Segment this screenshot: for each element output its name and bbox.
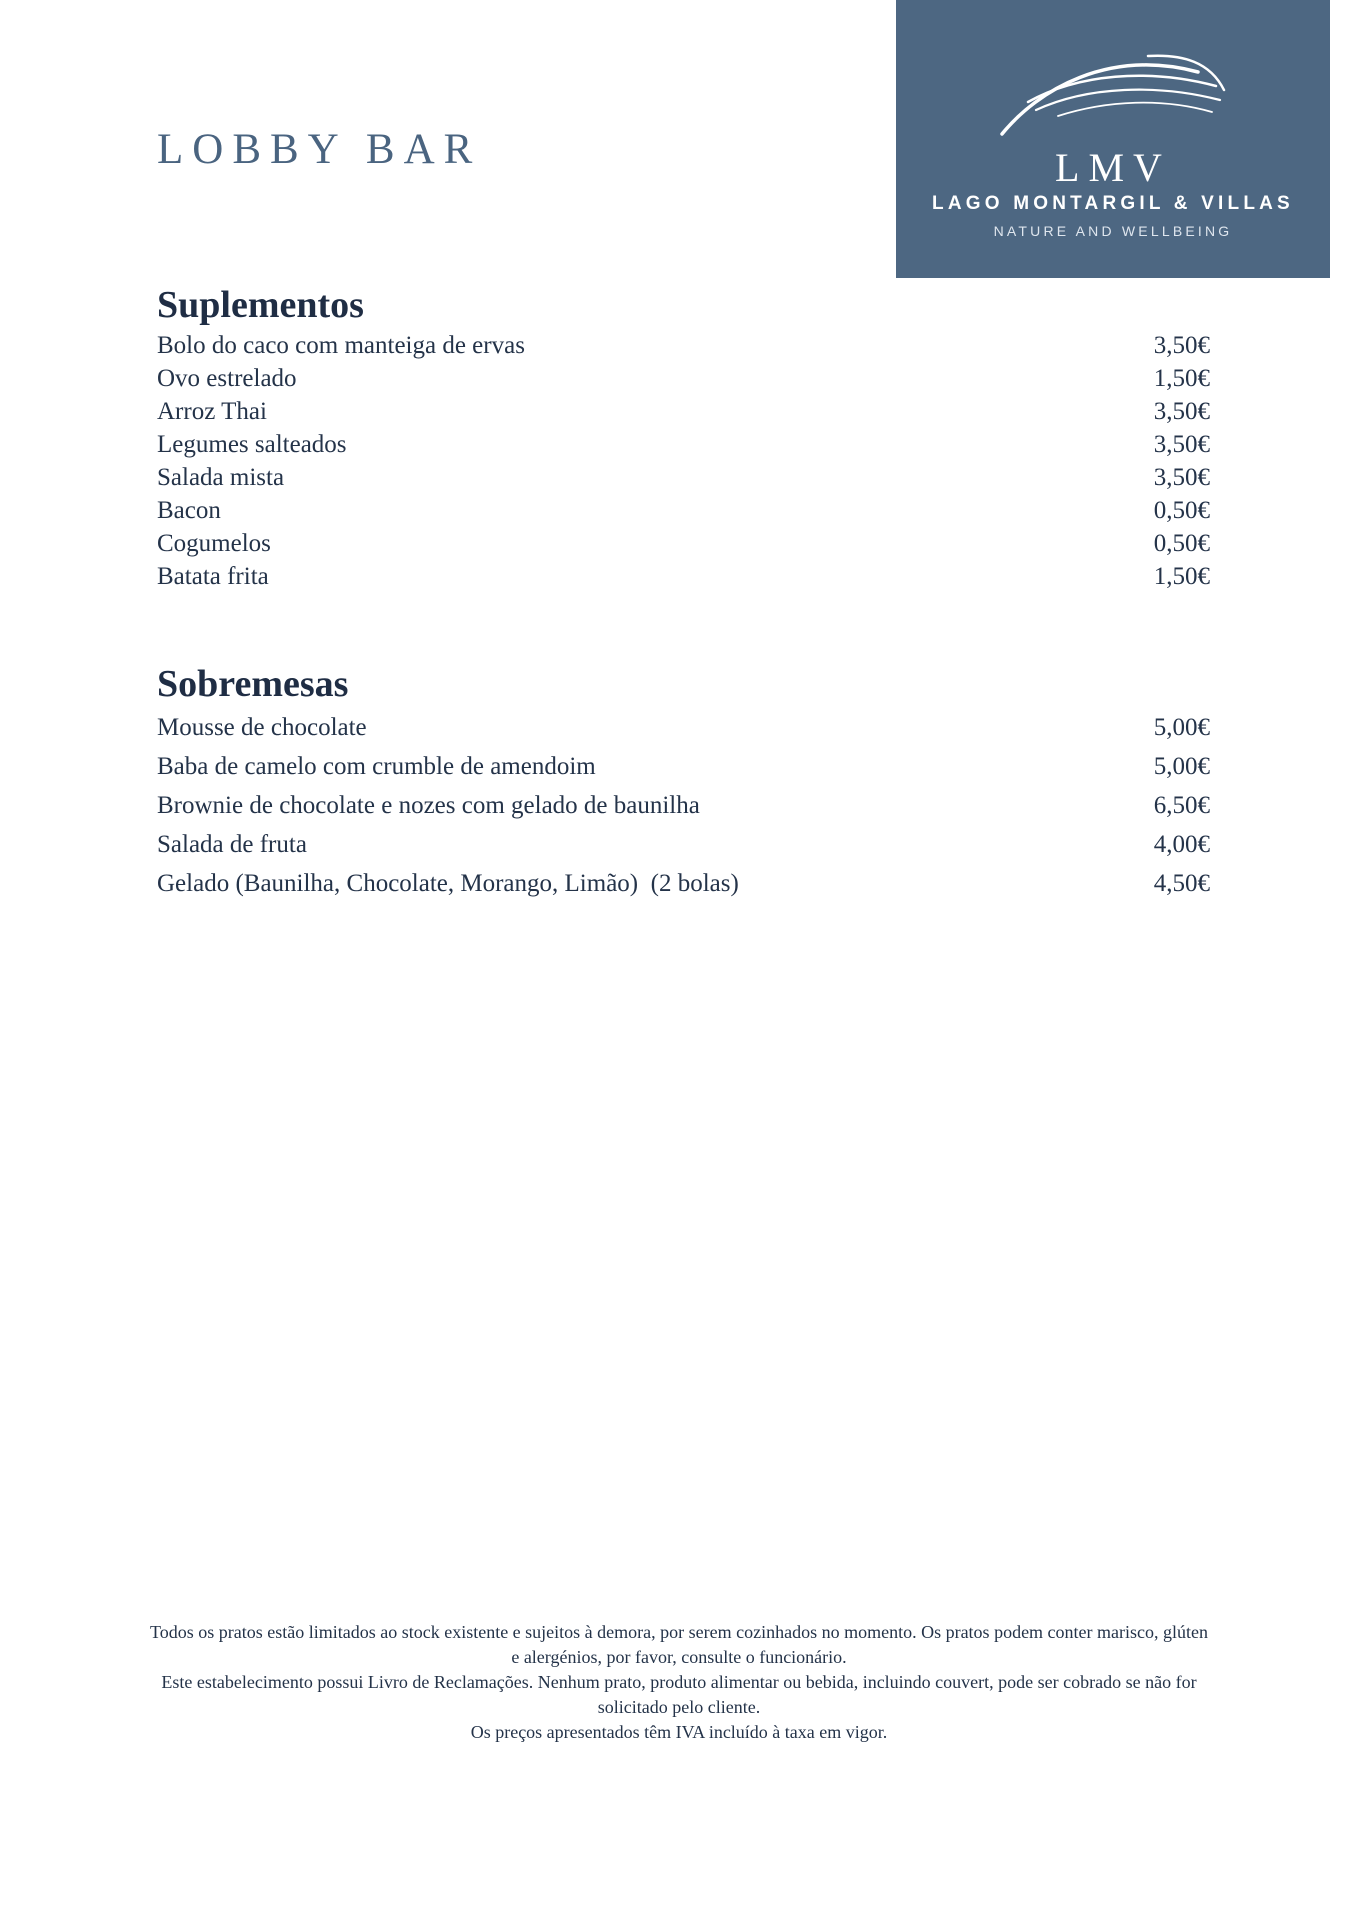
menu-item <box>157 494 1210 527</box>
menu-item <box>157 461 1210 494</box>
item-name: Mousse de chocolate <box>157 713 367 741</box>
item-price: 5,00€ <box>1153 752 1210 780</box>
item-name: Brownie de chocolate e nozes com gelado de baunilha <box>157 791 700 819</box>
item-price: 3,50€ <box>1153 463 1210 491</box>
menu-item <box>157 428 1210 461</box>
item-name: Salada mista <box>157 463 285 491</box>
menu-item <box>157 864 1210 903</box>
item-name: Arroz Thai <box>157 397 267 425</box>
item-price: 0,50€ <box>1153 529 1210 557</box>
item-price: 1,50€ <box>1153 562 1210 590</box>
item-name: Bacon <box>157 496 221 524</box>
item-price: 5,00€ <box>1153 713 1210 741</box>
item-price: 4,00€ <box>1153 830 1210 858</box>
footer-line: Os preços apresentados têm IVA incluído à taxa em vigor. <box>470 1722 888 1742</box>
menu-item <box>157 825 1210 864</box>
item-name: Gelado (Baunilha, Chocolate, Morango, Limão) (2 bolas) <box>157 869 739 897</box>
item-name: Bolo do caco com manteiga de ervas <box>157 331 525 359</box>
item-price: 3,50€ <box>1153 430 1210 458</box>
footer-disclaimer <box>150 1620 1208 1745</box>
section-title: Sobremesas <box>157 663 349 705</box>
item-name: Batata frita <box>157 562 269 590</box>
item-name: Salada de fruta <box>157 830 307 858</box>
section-sobremesas <box>157 665 1210 903</box>
wave-logo-icon <box>998 50 1228 140</box>
menu-item <box>157 747 1210 786</box>
item-price: 4,50€ <box>1153 869 1210 897</box>
item-name: Baba de camelo com crumble de amendoim <box>157 752 596 780</box>
item-price: 6,50€ <box>1153 791 1210 819</box>
page-title: LOBBY BAR <box>157 126 482 173</box>
menu-item <box>157 708 1210 747</box>
item-name: Cogumelos <box>157 529 271 557</box>
item-price: 3,50€ <box>1153 331 1210 359</box>
menu-item <box>157 362 1210 395</box>
item-price: 1,50€ <box>1153 364 1210 392</box>
item-price: 3,50€ <box>1153 397 1210 425</box>
section-title: Suplementos <box>157 284 364 326</box>
logo-mark: LMV <box>1055 145 1171 190</box>
menu-item <box>157 786 1210 825</box>
menu-item <box>157 560 1210 593</box>
logo-name: LAGO MONTARGIL & VILLAS <box>932 193 1294 214</box>
item-price: 0,50€ <box>1153 496 1210 524</box>
section-suplementos <box>157 286 1210 593</box>
menu-item <box>157 329 1210 362</box>
item-name: Ovo estrelado <box>157 364 297 392</box>
logo <box>896 0 1330 278</box>
footer-line: Este estabelecimento possui Livro de Reclamações. Nenhum prato, produto alimentar ou bebida, incluindo couvert, pode ser cobrado se não for solicitado pelo cliente. <box>161 1672 1197 1717</box>
logo-tagline: NATURE AND WELLBEING <box>993 223 1233 239</box>
menu-item <box>157 395 1210 428</box>
item-name: Legumes salteados <box>157 430 347 458</box>
footer-line: Todos os pratos estão limitados ao stock existente e sujeitos à demora, por serem cozinhados no momento. Os pratos podem conter marisco, glúten e alergénios, por favor, consulte o funcionário. <box>150 1622 1209 1667</box>
menu-item <box>157 527 1210 560</box>
